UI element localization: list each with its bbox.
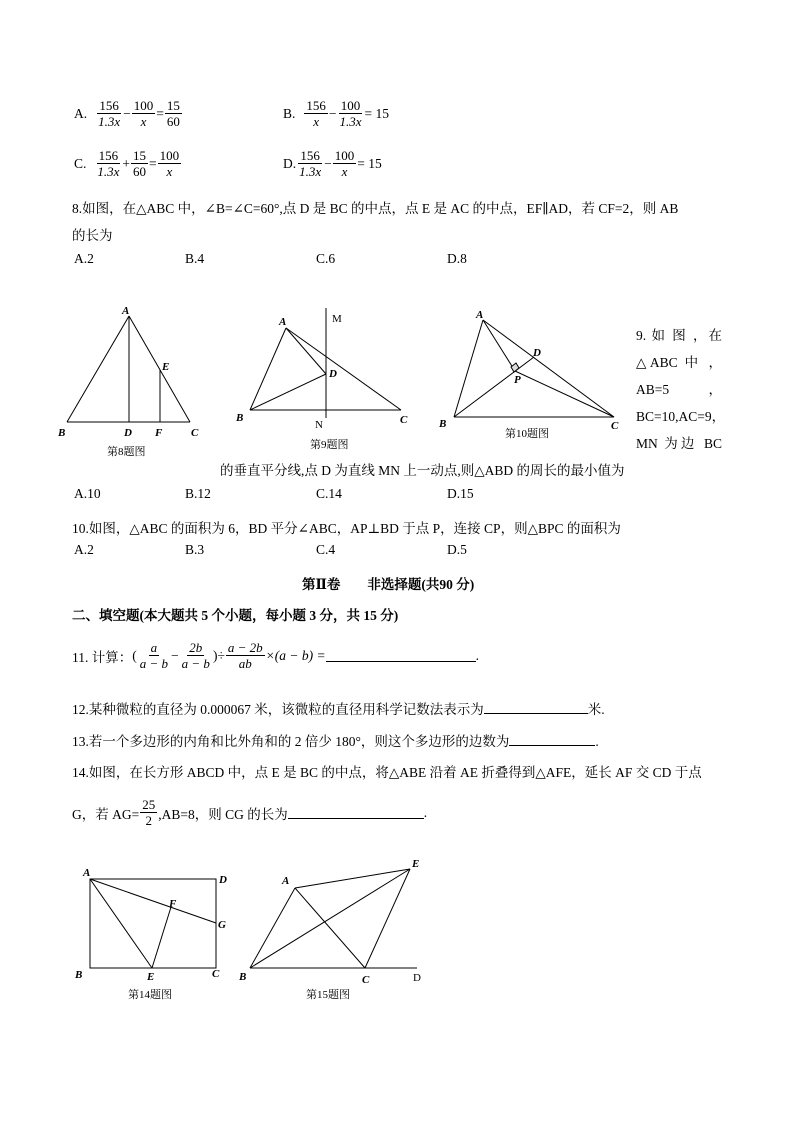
q9-text-last: 的垂直平分线,点 D 为直线 MN 上一动点,则△ABD 的周长的最小值为 bbox=[220, 463, 625, 478]
label-f: F bbox=[169, 898, 177, 910]
q9-option-a: A.10 bbox=[74, 486, 101, 501]
label-b: B bbox=[75, 969, 83, 981]
label-f: F bbox=[155, 427, 163, 439]
q9-side-line3: AB=5 ， bbox=[636, 382, 722, 397]
q10-option-a: A.2 bbox=[74, 542, 94, 557]
label-a: A bbox=[279, 316, 287, 328]
label-a: A bbox=[476, 309, 484, 321]
label-b: B bbox=[236, 412, 244, 424]
part2-title: 第Ⅱ卷 非选择题(共90 分) bbox=[302, 577, 475, 592]
q9-option-c: C.14 bbox=[316, 486, 342, 501]
q8-text-line2: 的长为 bbox=[72, 228, 113, 243]
label-e: E bbox=[147, 971, 155, 983]
fraction: $\frac{100}{x}$ bbox=[133, 98, 154, 129]
fraction: $\frac{15}{60}$ bbox=[166, 98, 180, 129]
fraction: $\frac{100}{x}$ bbox=[159, 148, 180, 179]
segment-pc bbox=[515, 371, 614, 417]
fraction: $\frac{15}{60}$ bbox=[133, 148, 147, 179]
q8-option-d: D.8 bbox=[447, 251, 467, 266]
fraction: $\frac{156}{1.3x}$ bbox=[97, 148, 120, 179]
fraction: $\frac{a - 2b}{ab}$ bbox=[227, 640, 263, 671]
segment-ce bbox=[365, 869, 410, 968]
label-c: C bbox=[362, 974, 370, 986]
q13: 13.若一个多边形的内角和比外角和的 2 倍少 180°，则这个多边形的边数为 . bbox=[72, 734, 599, 749]
label-d: D bbox=[124, 427, 132, 439]
label-b: B bbox=[58, 427, 66, 439]
label-d: D bbox=[413, 972, 421, 984]
q11: 11. 计算： ( $\frac{a}{a - b}$ − $\frac{2b}{a - b}$ ) ÷ $\frac{a - 2b}{ab}$ ×(a − b) = . bbox=[72, 640, 479, 671]
q7-option-b: B. $\frac{156}{x}$ − $\frac{100}{1.3x}$ = 15 bbox=[283, 98, 390, 129]
fraction: $\frac{156}{x}$ bbox=[306, 98, 326, 129]
figure-caption: 第8题图 bbox=[107, 446, 146, 458]
label-e: E bbox=[162, 361, 170, 373]
fraction: $\frac{156}{1.3x}$ bbox=[299, 148, 322, 179]
q8-option-a: A.2 bbox=[74, 251, 94, 266]
label-c: C bbox=[212, 968, 220, 980]
label-n: N bbox=[315, 419, 323, 431]
fraction: $\frac{a}{a - b}$ bbox=[139, 640, 169, 671]
segment-ag bbox=[90, 879, 216, 923]
q9-side-line2: △ABC 中 ， bbox=[636, 355, 722, 370]
segment-ad bbox=[286, 328, 326, 374]
label-c: C bbox=[191, 427, 199, 439]
label-c: C bbox=[400, 414, 408, 426]
segment-ab bbox=[250, 328, 286, 410]
label-p: P bbox=[514, 374, 521, 386]
segment-ab bbox=[454, 320, 483, 417]
answer-blank[interactable] bbox=[509, 733, 595, 746]
label-e: E bbox=[412, 858, 420, 870]
label-d: D bbox=[329, 368, 337, 380]
segment-ac bbox=[295, 888, 365, 968]
q7-option-d: D. $\frac{156}{1.3x}$ − $\frac{100}{x}$ = 15 bbox=[283, 148, 382, 179]
q8-option-c: C.6 bbox=[316, 251, 336, 266]
label-c: C bbox=[611, 420, 619, 432]
label-d: D bbox=[219, 874, 227, 886]
segment-be bbox=[250, 869, 410, 968]
q9-option-b: B.12 bbox=[185, 486, 211, 501]
segment-ap bbox=[483, 320, 515, 371]
figure-8 bbox=[55, 300, 205, 460]
answer-blank[interactable] bbox=[326, 649, 476, 662]
q10-option-c: C.4 bbox=[316, 542, 336, 557]
q11-prefix: 11. 计算： bbox=[72, 649, 133, 665]
option-label: C. bbox=[74, 155, 87, 171]
fraction: $\frac{2b}{a - b}$ bbox=[181, 640, 210, 671]
figure-caption: 第15题图 bbox=[306, 989, 350, 1001]
label-b: B bbox=[439, 418, 447, 430]
figure-caption: 第9题图 bbox=[310, 439, 349, 451]
q9-side-line1: 9. 如 图 ，在 bbox=[636, 328, 722, 343]
segment-bd bbox=[454, 357, 534, 417]
figure-9 bbox=[228, 300, 418, 455]
rectangle-abcd bbox=[90, 879, 216, 968]
q9-side-line5: MN 为边 BC bbox=[636, 436, 722, 451]
answer-blank[interactable] bbox=[288, 806, 424, 819]
segment-ac bbox=[286, 328, 401, 410]
segment-ab bbox=[250, 888, 295, 968]
q9-side-line4: BC=10,AC=9， bbox=[636, 409, 726, 424]
figure-10 bbox=[432, 300, 627, 445]
figure-14 bbox=[70, 860, 240, 1005]
segment-ac bbox=[483, 320, 614, 417]
q14-line1: 14.如图，在长方形 ABCD 中，点 E 是 BC 的中点，将△ABE 沿着 AE 折叠得到△AFE，延长 AF 交 CD 于点 bbox=[72, 765, 702, 780]
q10-text: 10.如图，△ABC 的面积为 6，BD 平分∠ABC，AP⊥BD 于点 P，连接 CP，则△BPC 的面积为 bbox=[72, 521, 621, 536]
q8-text-line1: 8.如图，在△ABC 中，∠B=∠C=60°,点 D 是 BC 的中点，点 E 是 AC 的中点，EF∥AD，若 CF=2，则 AB bbox=[72, 201, 679, 216]
segment-ae bbox=[295, 869, 410, 888]
q12: 12.某种微粒的直径为 0.000067 米，该微粒的直径用科学记数法表示为 米. bbox=[72, 702, 605, 717]
q10-option-b: B.3 bbox=[185, 542, 205, 557]
segment-ef bbox=[152, 907, 171, 968]
answer-blank[interactable] bbox=[484, 701, 588, 714]
segment-bd bbox=[250, 374, 326, 410]
segment-ae bbox=[90, 879, 152, 968]
option-label: D. bbox=[283, 155, 297, 171]
segment-ab bbox=[67, 316, 129, 422]
q7-option-a: A. $\frac{156}{1.3x}$ − $\frac{100}{x}$ = $\frac{15}{60}$ bbox=[74, 98, 180, 129]
label-b: B bbox=[239, 971, 247, 983]
label-m: M bbox=[332, 313, 342, 325]
label-a: A bbox=[282, 875, 290, 887]
fraction: $\frac{100}{x}$ bbox=[334, 148, 355, 179]
label-d: D bbox=[533, 347, 541, 359]
option-label: A. bbox=[74, 105, 88, 121]
q10-option-d: D.5 bbox=[447, 542, 467, 557]
q14-line2: G，若 AG= $\frac{25}{2}$ ,AB=8，则 CG 的长为 . bbox=[72, 797, 428, 828]
q9-option-d: D.15 bbox=[447, 486, 474, 501]
option-label: B. bbox=[283, 105, 296, 121]
label-a: A bbox=[83, 867, 91, 879]
fraction: $\frac{100}{1.3x}$ bbox=[339, 98, 362, 129]
q7-option-c: C. $\frac{156}{1.3x}$ + $\frac{15}{60}$ = $\frac{100}{x}$ bbox=[74, 148, 180, 179]
right-angle-mark bbox=[511, 363, 519, 372]
figure-caption: 第14题图 bbox=[128, 989, 172, 1001]
section2-title: 二、填空题(本大题共 5 个小题，每小题 3 分，共 15 分) bbox=[72, 608, 399, 623]
label-g: G bbox=[218, 919, 226, 931]
q8-option-b: B.4 bbox=[185, 251, 205, 266]
figure-caption: 第10题图 bbox=[505, 428, 549, 440]
figure-15 bbox=[232, 855, 432, 1005]
label-a: A bbox=[122, 305, 130, 317]
fraction: $\frac{25}{2}$ bbox=[142, 797, 156, 828]
fraction: $\frac{156}{1.3x}$ bbox=[98, 98, 121, 129]
